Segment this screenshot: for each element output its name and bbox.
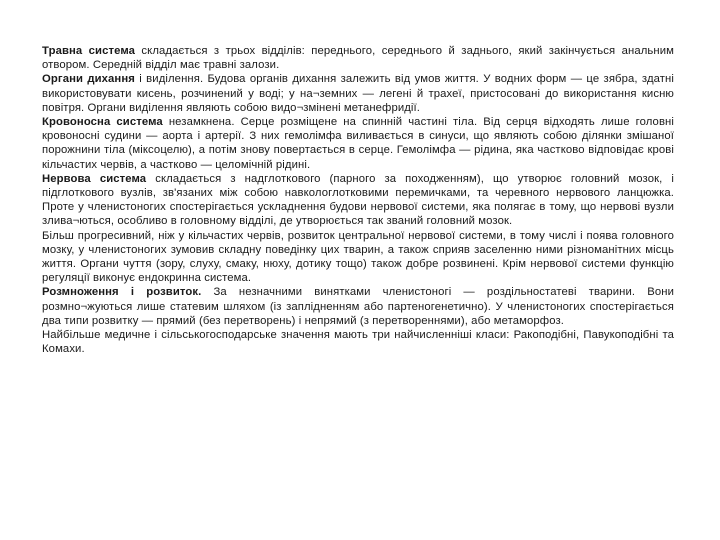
- term-respiratory-organs: Органи дихання: [42, 73, 135, 86]
- paragraph-reproduction: [42, 285, 674, 328]
- paragraph-brain-development: [42, 229, 674, 286]
- paragraph-nervous-system: [42, 172, 674, 229]
- paragraph-medical-significance: [42, 328, 674, 356]
- text-block: [42, 44, 674, 356]
- paragraph-text: складається з трьох відділів: переднього, середнього й заднього, який закінчується анальним отвором. Середній відділ має травні залози.: [42, 45, 674, 72]
- term-reproduction: Розмноження і розвиток.: [42, 286, 202, 299]
- paragraph-digestive-system: [42, 44, 674, 72]
- paragraph-respiratory-organs: [42, 72, 674, 115]
- paragraph-text: незамкнена. Серце розміщене на спинній частині тіла. Від серця відходять лише головні кровоносні судини — аорта і артерії. З них гемолімфа виливається в синуси, що являють собою ділянки змішаної порожнини тіла (міксоцелю), а потім знову повертається в серце. Гемолімфа — рідина, яка частково відповідає крові кільчастих червів, а частково — целомічній рідині.: [42, 116, 674, 171]
- paragraph-text: Більш прогресивний, ніж у кільчастих червів, розвиток центральної нервової системи, в тому числі і поява головного мозку, у членистоногих зумовив складну поведінку цих тварин, а також сприяв заселенню ними різноманітних місць життя. Органи чуття (зору, слуху, смаку, нюху, дотику тощо) також добре розвинені. Крім нервової системи функцію регуляції виконує ендокринна система.: [42, 229, 674, 285]
- paragraph-text: складається з надглоткового (парного за походженням), що утворює головний мозок, і підглоткового вузлів, зв'язаних між собою навкологлотковими перемичками, та черевного нервового ланцюжка. Проте у членистоногих спостерігається ускладнення будови нервової системи, яка полягає в тому, що нервові вузли злива¬ються, особливо в головному відділі, де утворюється так званий головний мозок.: [42, 172, 674, 228]
- paragraph-text: і виділення. Будова органів дихання залежить від умов життя. У водних форм — це зябра, здатні використовувати кисень, розчинений у воді; у на¬земних — легені й трахеї, пристосовані до використання кисню повітря. Органи виділення являють собою видо¬змінені метанефридії.: [42, 73, 674, 114]
- paragraph-text: За незначними винятками членистоногі — роздільностатеві тварини. Вони розмно¬жуються лише статевим шляхом (із заплідненням або партеногенетично). У членистоногих спостерігається два типи розвитку — прямий (без перетворень) і непрямий (з перетвореннями), або метаморфоз.: [42, 286, 674, 327]
- term-digestive-system: Травна система: [42, 45, 136, 57]
- paragraph-circulatory-system: [42, 115, 674, 172]
- term-nervous-system: Нервова система: [42, 172, 147, 185]
- paragraph-text: Найбільше медичне і сільськогосподарське значення мають три найчисленніші класи: Ракоподібні, Павукоподібні та Комахи.: [42, 329, 674, 356]
- term-circulatory-system: Кровоносна система: [42, 116, 163, 129]
